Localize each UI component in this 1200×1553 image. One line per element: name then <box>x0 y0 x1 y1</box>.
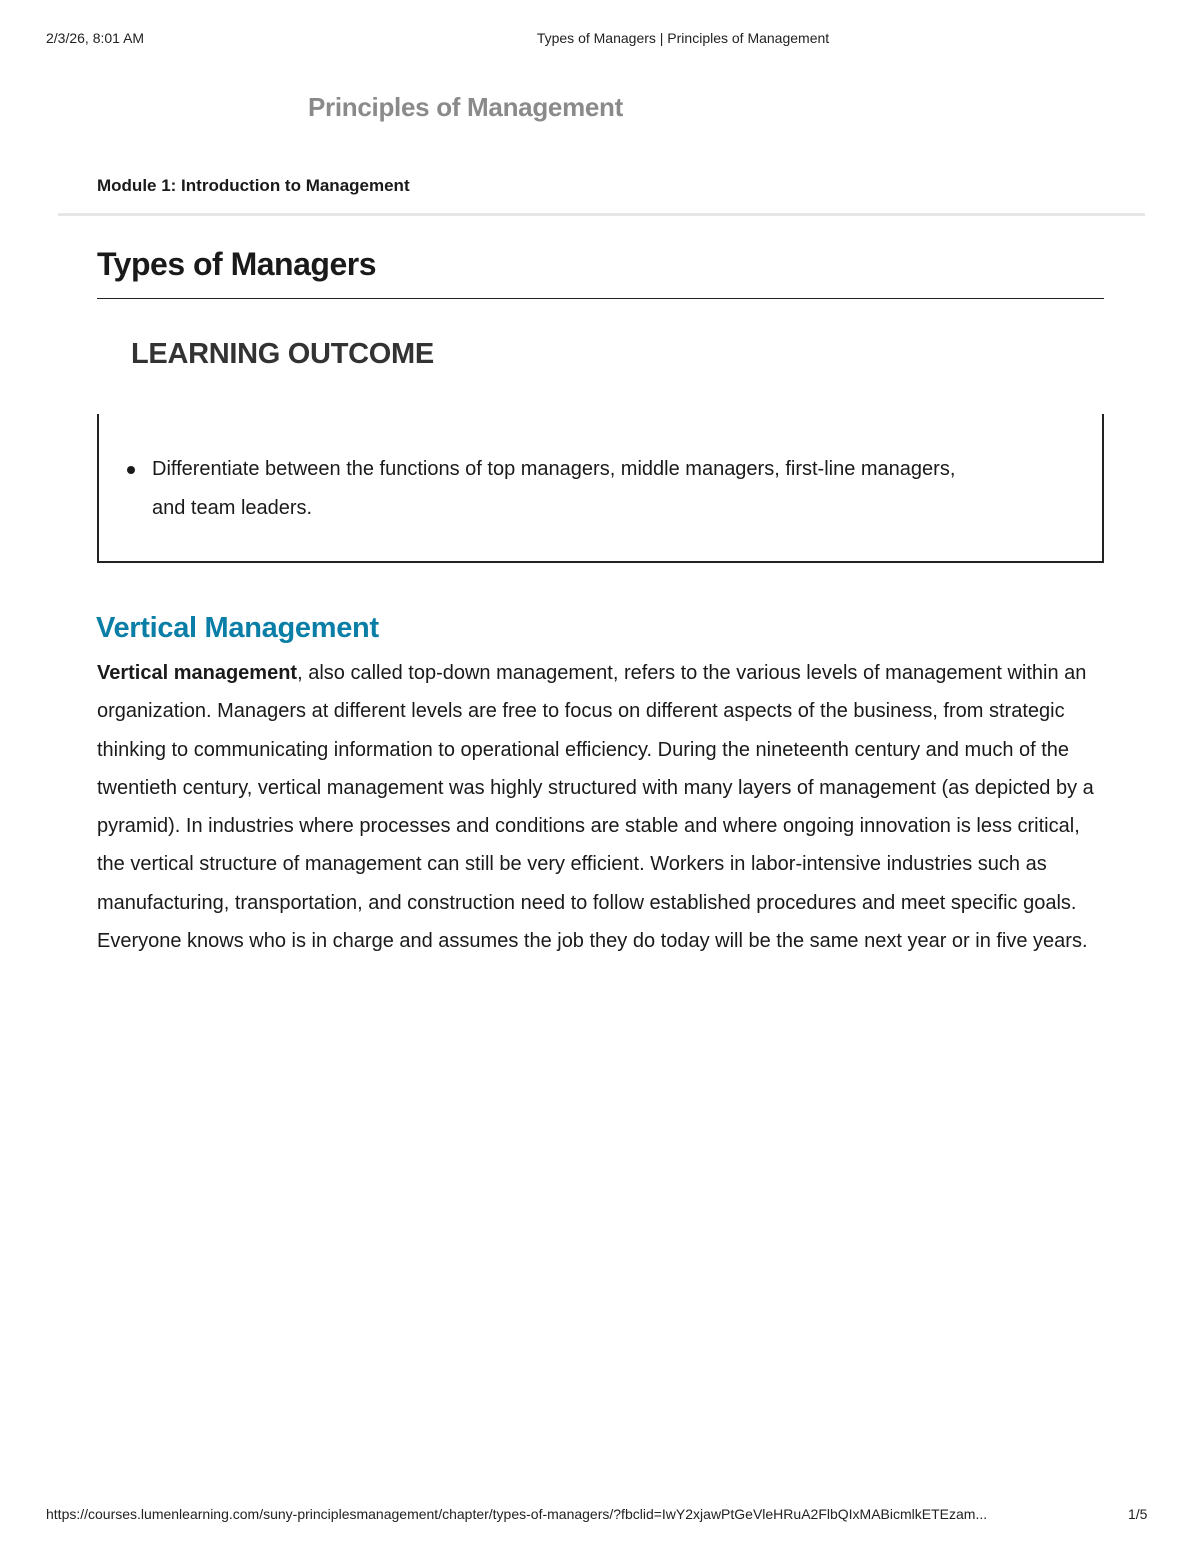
print-header <box>0 30 1200 50</box>
print-page-number: 1/5 <box>1128 1506 1148 1522</box>
learning-outcome-box <box>97 414 1104 563</box>
section-body <box>97 654 1097 960</box>
learning-outcome-item <box>124 450 984 528</box>
body-text: , also called top-down management, refers to the various levels of management within an organization. Managers at different levels are free to focus on different aspects of the business, from strategic thinking to communicating information to operational efficiency. During the nineteenth century and much of the twentieth century, vertical management was highly structured with many layers of management (as depicted by a pyramid). In industries where processes and conditions are stable and where ongoing innovation is less critical, the vertical structure of management can still be very efficient. Workers in labor-intensive industries such as manufacturing, transportation, and construction need to follow established procedures and meet specific goals. Everyone knows who is in charge and assumes the job they do today will be the same next year or in five years. <box>97 662 1094 953</box>
title-divider <box>97 298 1104 299</box>
learning-outcome-heading: LEARNING OUTCOME <box>131 338 434 370</box>
module-divider <box>58 213 1145 216</box>
print-document-title: Types of Managers | Principles of Management <box>536 30 830 46</box>
module-breadcrumb[interactable]: Module 1: Introduction to Management <box>97 176 410 195</box>
section-heading: Vertical Management <box>96 612 379 644</box>
print-url: https://courses.lumenlearning.com/suny-principlesmanagement/chapter/types-of-managers/?fbclid=IwY2xjawPtGeVleHRuA2FlbQIxMABicmlkETEzam... <box>46 1506 988 1522</box>
bullet-icon <box>127 466 135 474</box>
print-footer <box>0 1506 1200 1526</box>
print-date: 2/3/26, 8:01 AM <box>46 30 145 46</box>
learning-outcome-text: Differentiate between the functions of top managers, middle managers, first-line managers, and team leaders. <box>152 458 956 519</box>
page-title: Types of Managers <box>97 246 376 282</box>
lead-term: Vertical management <box>97 662 298 684</box>
site-title-link[interactable]: Principles of Management <box>308 92 623 122</box>
learning-outcome-list <box>124 450 984 528</box>
